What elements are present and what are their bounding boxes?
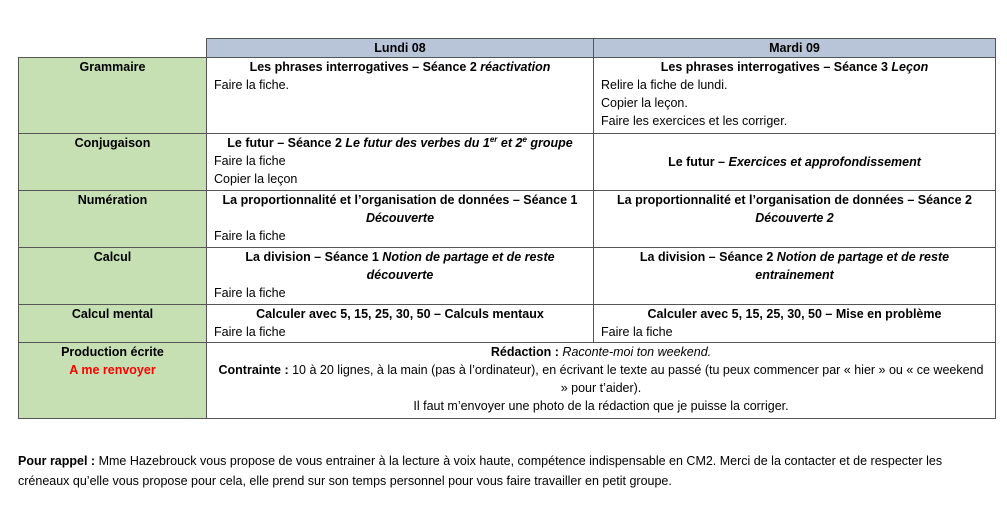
title-bold: La proportionnalité et l’organisation de données – Séance 2: [617, 193, 972, 207]
title-bold: La division – Séance 2: [639, 250, 777, 264]
lesson-title: [214, 58, 586, 76]
lesson-title: Calculer avec 5, 15, 25, 30, 50 – Calculs mentaux: [256, 307, 544, 321]
lesson-title: Calculer avec 5, 15, 25, 30, 50 – Mise en problème: [647, 307, 942, 321]
title-bold: La proportionnalité et l’organisation de données – Séance 1: [222, 193, 578, 207]
title-italic: Découverte: [365, 211, 435, 225]
contrainte-label: Contrainte :: [218, 363, 293, 377]
corner-cell: [19, 39, 207, 58]
subject-cell: Calcul mental: [19, 305, 207, 343]
day-header-1: Lundi 08: [207, 39, 594, 58]
title-bold: Les phrases interrogatives – Séance 2: [249, 60, 481, 74]
day2-cell: [594, 134, 996, 191]
title-part: groupe: [526, 136, 573, 150]
title-italic: réactivation: [480, 60, 551, 74]
title-italic: Notion de partage et de reste découverte: [366, 250, 555, 282]
task-line: Relire la fiche de lundi.: [601, 78, 728, 92]
day1-cell: [207, 58, 594, 134]
title-italic: Découverte 2: [755, 211, 834, 225]
return-note: A me renvoyer: [69, 363, 156, 377]
subject-cell: Grammaire: [19, 58, 207, 134]
title-bold: La division – Séance 1: [245, 250, 383, 264]
title-italic: [345, 136, 572, 150]
superscript: er: [489, 134, 498, 144]
task-line: Copier la leçon.: [601, 96, 688, 110]
title-bold: Les phrases interrogatives – Séance 3: [660, 60, 892, 74]
lesson-title: [601, 191, 988, 227]
lesson-title: [601, 248, 988, 284]
day1-cell: [207, 134, 594, 191]
task-line: Faire la fiche: [214, 154, 286, 168]
rappel-text: Mme Hazebrouck vous propose de vous entrainer à la lecture à voix haute, compétence indispensable en CM2. Merci de la contacter et de respecter les créneaux qu’elle vous propose pour cela, elle prend sur son temps personnel pour vous faire travailler en petit groupe.: [18, 454, 943, 488]
task-line: Faire la fiche: [601, 325, 673, 339]
task-line: Faire la fiche: [214, 325, 286, 339]
day2-cell: [594, 58, 996, 134]
production-cell: [207, 343, 996, 419]
photo-line: Il faut m’envoyer une photo de la rédaction que je puisse la corriger.: [413, 399, 789, 413]
table-row-numeration: [19, 191, 996, 248]
table-row-calcul-mental: [19, 305, 996, 343]
task-line: Faire la fiche.: [214, 78, 290, 92]
contrainte-line: [217, 361, 985, 397]
subject-label: Production écrite: [61, 345, 164, 359]
subject-cell: [19, 343, 207, 419]
task-line: Faire la fiche: [214, 286, 286, 300]
redaction-label: Rédaction :: [490, 345, 563, 359]
subject-cell: Numération: [19, 191, 207, 248]
schedule-table: [18, 38, 996, 419]
day2-cell: [594, 191, 996, 248]
title-bold: Le futur –: [668, 155, 729, 169]
title-part: et 2: [497, 136, 523, 150]
lesson-title: [214, 248, 586, 284]
lesson-title: [601, 153, 988, 171]
title-bold: Le futur – Séance 2: [227, 136, 346, 150]
header-row: [19, 39, 996, 58]
day2-cell: [594, 248, 996, 305]
redaction-text: Raconte-moi ton weekend.: [562, 345, 712, 359]
subject-cell: Calcul: [19, 248, 207, 305]
day2-cell: [594, 305, 996, 343]
table-row-production: [19, 343, 996, 419]
rappel-label: Pour rappel :: [18, 454, 99, 468]
day-header-2: Mardi 09: [594, 39, 996, 58]
task-line: Faire la fiche: [214, 229, 286, 243]
table-row-grammaire: [19, 58, 996, 134]
lesson-title: [214, 191, 586, 227]
table-row-calcul: [19, 248, 996, 305]
task-line: Faire les exercices et les corriger.: [601, 114, 788, 128]
title-italic: Exercices et approfondissement: [728, 155, 921, 169]
superscript: e: [522, 134, 527, 144]
table-row-conjugaison: [19, 134, 996, 191]
contrainte-text: 10 à 20 lignes, à la main (pas à l’ordinateur), en écrivant le texte au passé (tu peux commencer par « hier » ou « ce weekend » pour t’aider).: [292, 363, 984, 395]
lesson-title: [601, 58, 988, 76]
rappel-paragraph: [18, 451, 993, 491]
task-line: Copier la leçon: [214, 172, 298, 186]
title-part: Le futur des verbes du 1: [345, 136, 490, 150]
title-italic: Notion de partage et de reste entrainement: [755, 250, 950, 282]
lesson-title: [214, 134, 586, 152]
subject-cell: Conjugaison: [19, 134, 207, 191]
title-italic: Leçon: [891, 60, 929, 74]
redaction-line: [217, 343, 985, 361]
day1-cell: [207, 305, 594, 343]
day1-cell: [207, 191, 594, 248]
day1-cell: [207, 248, 594, 305]
